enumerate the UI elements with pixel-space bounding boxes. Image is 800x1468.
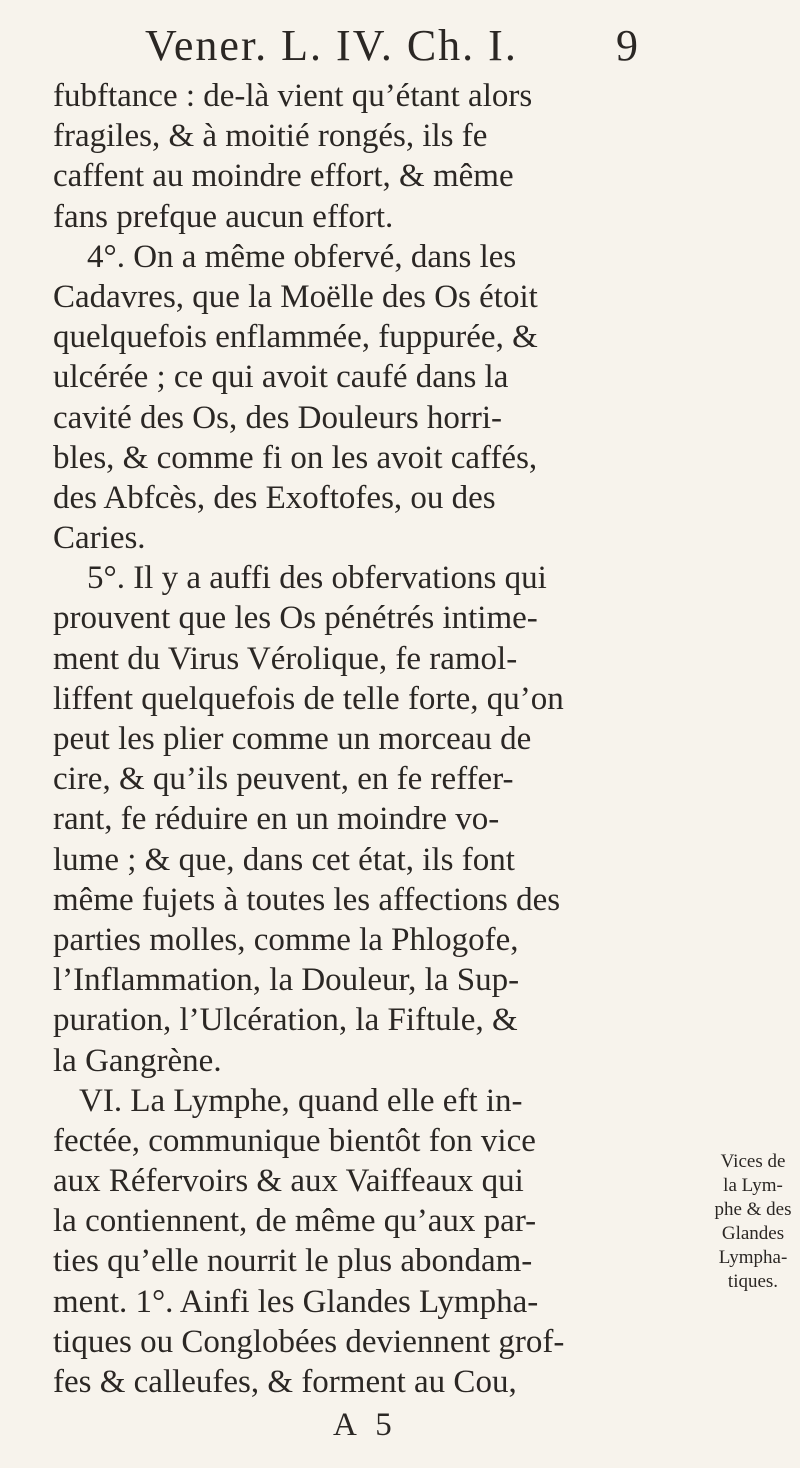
text-line: la contiennent, de même qu’aux par- (53, 1203, 537, 1240)
text-line: puration, l’Ulcération, la Fiftule, & (53, 1002, 518, 1039)
text-line: 5°. Il y a auffi des obfervations qui (87, 560, 547, 597)
text-line: VI. La Lymphe, quand elle eft in- (79, 1082, 523, 1119)
text-line: fans prefque aucun effort. (53, 198, 394, 235)
text-line: fectée, communique bientôt fon vice (53, 1122, 536, 1159)
signature-mark: A 5 (333, 1407, 398, 1443)
text-line: fubftance : de-là vient qu’étant alors (53, 78, 533, 114)
text-line: bles, & comme fi on les avoit caffés, (53, 439, 538, 476)
marginal-note-line: la Lym- (723, 1175, 783, 1196)
text-line: 4°. On a même obfervé, dans les (87, 238, 517, 275)
text-line: des Abfcès, des Exoftofes, ou des (53, 479, 496, 516)
text-line: prouvent que les Os pénétrés intime- (53, 600, 538, 637)
text-line: même fujets à toutes les affections des (53, 881, 561, 918)
running-title: Vener. L. IV. Ch. I. (145, 21, 518, 70)
text-line: Cadavres, que la Moëlle des Os étoit (53, 278, 538, 315)
text-line: Caries. (53, 520, 146, 557)
text-line: quelquefois enflammée, fuppurée, & (53, 319, 538, 356)
text-line: fragiles, & à moitié rongés, ils fe (53, 118, 488, 155)
marginal-note-line: Lympha- (718, 1247, 788, 1268)
text-line: tiques ou Conglobées deviennent grof- (53, 1323, 565, 1360)
text-line: cavité des Os, des Douleurs horri- (53, 399, 503, 436)
text-line: la Gangrène. (53, 1042, 222, 1079)
text-line: parties molles, comme la Phlogofe, (53, 921, 519, 958)
text-line: rant, fe réduire en un moindre vo- (53, 801, 500, 838)
text-line: fes & calleufes, & forment au Cou, (53, 1364, 517, 1400)
text-line: ulcérée ; ce qui avoit caufé dans la (53, 359, 509, 396)
text-line: ment. 1°. Ainfi les Glandes Lympha- (53, 1283, 539, 1320)
text-line: cire, & qu’ils peuvent, en fe reffer- (53, 761, 514, 798)
text-line: liffent quelquefois de telle forte, qu’on (53, 680, 564, 717)
marginal-note-line: phe & des (714, 1199, 792, 1220)
marginal-note (708, 1150, 798, 1294)
text-line: lume ; & que, dans cet état, ils font (53, 841, 515, 878)
text-line: aux Réfervoirs & aux Vaiffeaux qui (53, 1163, 524, 1200)
text-line: caffent au moindre effort, & même (53, 158, 514, 195)
text-line: peut les plier comme un morceau de (53, 721, 532, 757)
text-line: l’Inflammation, la Douleur, la Sup- (53, 962, 520, 999)
running-header (120, 20, 640, 72)
text-line: ties qu’elle nourrit le plus abondam- (53, 1243, 533, 1280)
text-line: ment du Virus Vérolique, fe ramol- (53, 640, 518, 677)
marginal-note-line: Vices de (720, 1151, 786, 1172)
marginal-note-line: tiques. (727, 1271, 779, 1292)
page-number: 9 (616, 21, 640, 70)
body-text (53, 76, 693, 1402)
marginal-note-line: Glandes (721, 1223, 785, 1244)
